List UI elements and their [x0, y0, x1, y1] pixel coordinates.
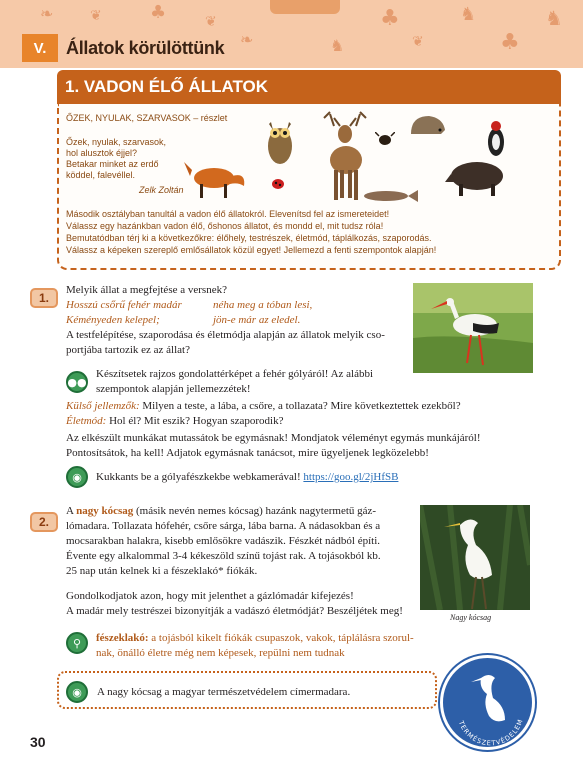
poem-author: Zelk Zoltán — [139, 185, 184, 195]
poem-excerpt-label: ŐZEK, NYULAK, SZARVASOK – részlet — [66, 113, 228, 123]
task2-body-line: 25 nap után kelnek ki a fészeklakó* fiókák. — [66, 565, 258, 577]
glossary-definition: a tojásból kikelt fiókák csupaszok, vakok, táplálásra szorul- — [148, 632, 414, 644]
task1-question: Melyik állat a megfejtése a versnek? — [66, 284, 227, 296]
rabbit-icon: ♞ — [330, 36, 345, 55]
emblem-ring-text: TERMÉSZETVÉDELEM — [456, 717, 525, 748]
task2-body-line: lómadara. Tollazata hófehér, csőre sárga, lába barna. A nádasokban és a — [66, 520, 381, 532]
task2-intro-prefix: A — [66, 505, 77, 517]
page-number: 30 — [30, 734, 46, 750]
task2-body-line: mocsarakban halakra, kisebb emlősökre vadászik. Fészkét nádból építi. — [66, 535, 381, 547]
wild-boar-icon — [443, 154, 513, 198]
deer-icon: ♞ — [460, 4, 477, 25]
task1-group-line: Készítsetek rajzos gondolattérképet a fehér gólyáról! Az alábbi — [96, 368, 374, 380]
intro-line: Bemutatódban térj ki a következőkre: élőhely, testrészek, életmód, táplálkozás, szaporodás. — [66, 233, 432, 243]
magnifier-icon: ⚲ — [66, 632, 88, 654]
external-features-label: Külső jellemzők: — [66, 400, 140, 412]
external-features-line — [66, 399, 461, 414]
lifestyle-text: Hol él? Mit eszik? Hogyan szaporodik? — [106, 415, 284, 427]
lifestyle-label: Életmód: — [66, 415, 107, 427]
task2-intro-rest: (másik nevén nemes kócsag) hazánk nagytermetű gáz- — [133, 505, 377, 517]
hedgehog-icon — [407, 112, 447, 138]
svg-text:TERMÉSZETVÉDELEM — [457, 718, 525, 748]
poem-line: hol alusztok éjjel? — [66, 148, 138, 158]
group-work-icon: ●● — [66, 371, 88, 393]
glossary-line — [96, 631, 414, 646]
nature-conservation-emblem — [440, 655, 535, 750]
webcam-icon: ◉ — [66, 466, 88, 488]
glossary-definition: nak, önálló életre még nem képesek, repülni nem tudnak — [96, 647, 345, 659]
intro-line: Második osztályban tanultál a vadon élő állatokról. Elevenítsd fel az ismereteidet! — [66, 209, 390, 219]
tree-icon: ♣ — [150, 2, 167, 23]
riddle-line: Kéményeden kelepel; — [66, 314, 160, 326]
great-egret-term: nagy kócsag — [76, 505, 134, 517]
task1-body-line: A testfelépítése, szaporodása és életmódja alapján az állatok melyik cso- — [66, 329, 385, 341]
task2-think-line: A madár mely testrészei bizonyítják a vadászó életmódját? Beszéljétek meg! — [66, 605, 403, 617]
task2-think-line: Gondolkodjatok azon, hogy mit jelenthet a gázlómadár kifejezés! — [66, 590, 354, 602]
poem-line: Őzek, nyulak, szarvasok, — [66, 137, 167, 147]
white-stork-photo — [413, 283, 533, 373]
leaf-icon: ❦ — [90, 8, 102, 24]
section-header — [57, 70, 561, 104]
fact-icon: ◉ — [66, 681, 88, 703]
intro-instructions — [66, 208, 546, 256]
ladybug-icon — [271, 178, 285, 190]
fish-icon — [360, 186, 420, 206]
deer-icon: ♞ — [545, 6, 563, 30]
riddle-line: Hosszú csőrű fehér madár — [66, 299, 182, 311]
intro-line: Válassz egy hazánkban vadon élő, őshonos állatot, és mondd el, mit tudsz róla! — [66, 221, 384, 231]
webcam-text: Kukkants be a gólyafészkekbe webkamerával! — [96, 471, 304, 483]
poem-line: Betakar minket az erdő — [66, 159, 159, 169]
task1-share-line: Az elkészült munkákat mutassátok be egymásnak! Mondjatok véleményt egymás munkájáról! — [66, 432, 481, 444]
tree-icon: ♣ — [380, 6, 400, 31]
task1-share-line: Pontosítsátok, ha kell! Adjatok egymásnak tanácsot, mire ügyeljenek legközelebb! — [66, 447, 429, 459]
section-title: 1. VADON ÉLŐ ÁLLATOK — [65, 77, 269, 96]
lifestyle-line — [66, 414, 284, 429]
egret-emblem-icon — [471, 675, 505, 721]
poem-line: köddel, falevéllel. — [66, 170, 136, 180]
external-features-text: Milyen a teste, a lába, a csőre, a tollazata? Mire következtettek ezekből? — [139, 400, 461, 412]
intro-line: Válassz a képeken szereplő emlősállatok közül egyet! Jellemezd a fenti szempontok alapján! — [66, 245, 437, 255]
riddle-line: jön-e már az eledel. — [213, 314, 301, 326]
task-number-badge: 1. — [30, 288, 58, 308]
task1-body-line: portjába tartozik ez az állat? — [66, 344, 190, 356]
webcam-line — [96, 470, 398, 485]
webcam-link[interactable]: https://goo.gl/2jHfSB — [303, 471, 399, 483]
chapter-number: V. — [22, 34, 58, 62]
leaf-icon: ❦ — [205, 14, 217, 30]
task-number-badge: 2. — [30, 512, 58, 532]
task2-body-line: Évente egy alkalommal 3-4 kékeszöld színű tojást rak. A tojásokból kb. — [66, 550, 381, 562]
task2-intro-line — [66, 504, 376, 519]
fact-text: A nagy kócsag a magyar természetvédelem címermadara. — [97, 686, 351, 698]
task1-group-line: szempontok alapján jellemezzétek! — [96, 383, 251, 395]
tree-icon: ♣ — [500, 30, 520, 55]
glossary-term: fészeklakó: — [96, 632, 149, 644]
photo-caption: Nagy kócsag — [450, 613, 492, 622]
leaf-icon: ❧ — [40, 4, 54, 23]
leaf-icon: ❧ — [240, 30, 254, 49]
chapter-title: Állatok körülöttünk — [66, 38, 225, 58]
wild-animals-illustration — [175, 108, 535, 208]
header-tab — [270, 0, 340, 14]
riddle-line: néha meg a tóban lesi, — [213, 299, 313, 311]
fox-icon — [180, 152, 246, 200]
leaf-icon: ❦ — [412, 34, 424, 50]
great-egret-photo — [420, 505, 530, 610]
owl-icon — [263, 116, 297, 166]
beetle-icon — [375, 132, 395, 146]
